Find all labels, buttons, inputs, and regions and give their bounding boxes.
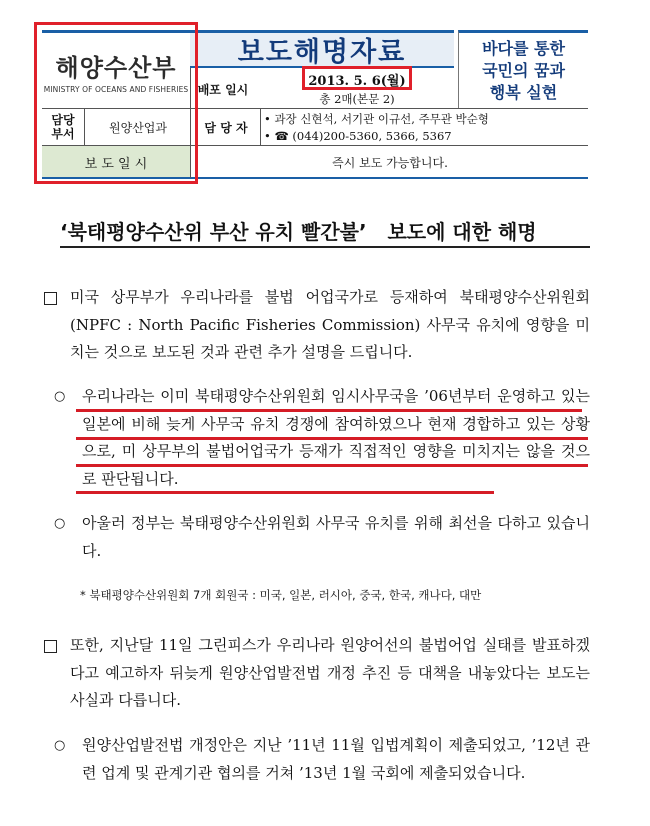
slogan-line: 바다를 통한 <box>482 38 565 58</box>
highlight-box-date <box>302 66 412 90</box>
highlight-underline <box>76 437 588 440</box>
item-bullet: ○ <box>54 516 66 531</box>
section-1-text: 미국 상무부가 우리나라를 불법 어업국가로 등재하여 북태평양수산위원회(NPFC : North Pacific Fisheries Commission) 사무국 유치에 영향을 미치는 것으로 보도된 것과 관련 추가 설명을 드립니다. <box>70 288 590 361</box>
release-value-cell <box>192 146 588 178</box>
dept-value: 원양산업과 <box>109 120 167 135</box>
banner-title: 보도해명자료 <box>237 37 407 68</box>
item-bullet: ○ <box>54 738 66 753</box>
section-2-text: 또한, 지난달 11일 그린피스가 우리나라 원양어선의 불법어업 실태를 발표하겠다고 예고하자 뒤늦게 원양산업발전법 개정 추진 등 대책을 내놓았다는 보도는 사실과 다릅니다. <box>70 636 590 709</box>
section-2-item-1: 원양산업발전법 개정안은 지난 ’11년 11월 입법계획이 제출되었고, ’12년 관련 업계 및 관계기관 협의를 거쳐 ’13년 1월 국회에 제출되었습니다. <box>82 736 590 782</box>
date-label: 배포 일시 <box>197 82 249 97</box>
section-bullet <box>44 292 57 305</box>
release-label: 보 도 일 시 <box>84 156 148 172</box>
contact-names: • 과장 신현석, 서기관 이규선, 주무관 박순형 <box>264 111 489 126</box>
section-1-item-2: 아울러 정부는 북태평양수산위원회 사무국 유치를 위해 최선을 다하고 있습니다. <box>82 514 590 560</box>
page-count: 총 2매(본문 2) <box>319 92 395 106</box>
title-underline <box>60 246 590 248</box>
contact-phone: • ☎ (044)200-5360, 5366, 5367 <box>264 128 452 143</box>
document-title: ‘북태평양수산위 부산 유치 빨간불’ 보도에 대한 해명 <box>60 220 537 244</box>
slogan-line: 행복 실현 <box>489 82 558 102</box>
banner <box>190 30 454 68</box>
slogan <box>458 30 588 108</box>
date-value: 2013. 5. 6(월) <box>308 73 406 89</box>
footnote: * 북태평양수산위원회 7개 회원국 : 미국, 일본, 러시아, 중국, 한국, 캐나다, 대만 <box>80 588 482 602</box>
section-bullet <box>44 640 57 653</box>
contact-label: 담 당 자 <box>204 120 248 135</box>
item-bullet: ○ <box>54 389 66 404</box>
release-value: 즉시 보도 가능합니다. <box>332 155 448 170</box>
section-1-item-1: 우리나라는 이미 북태평양수산위원회 임시사무국을 ’06년부터 운영하고 있는 일본에 비해 늦게 사무국 유치 경쟁에 참여하였으나 현재 경합하고 있는 상황으로, 미 상무부의 불법어업국가 등재가 직접적인 영향을 미치지는 않을 것으로 판단됩니다. <box>82 387 590 488</box>
dept-label: 담당 부서 <box>51 113 75 141</box>
slogan-line: 국민의 꿈과 <box>482 60 565 80</box>
table-rule <box>260 109 261 145</box>
ministry-name: 해양수산부 <box>55 53 177 82</box>
ministry-english-name: MINISTRY OF OCEANS AND FISHERIES <box>43 84 189 94</box>
highlight-underline <box>76 491 494 494</box>
highlight-box-logo <box>34 22 198 184</box>
highlight-underline <box>76 409 582 412</box>
highlight-underline <box>76 464 588 467</box>
